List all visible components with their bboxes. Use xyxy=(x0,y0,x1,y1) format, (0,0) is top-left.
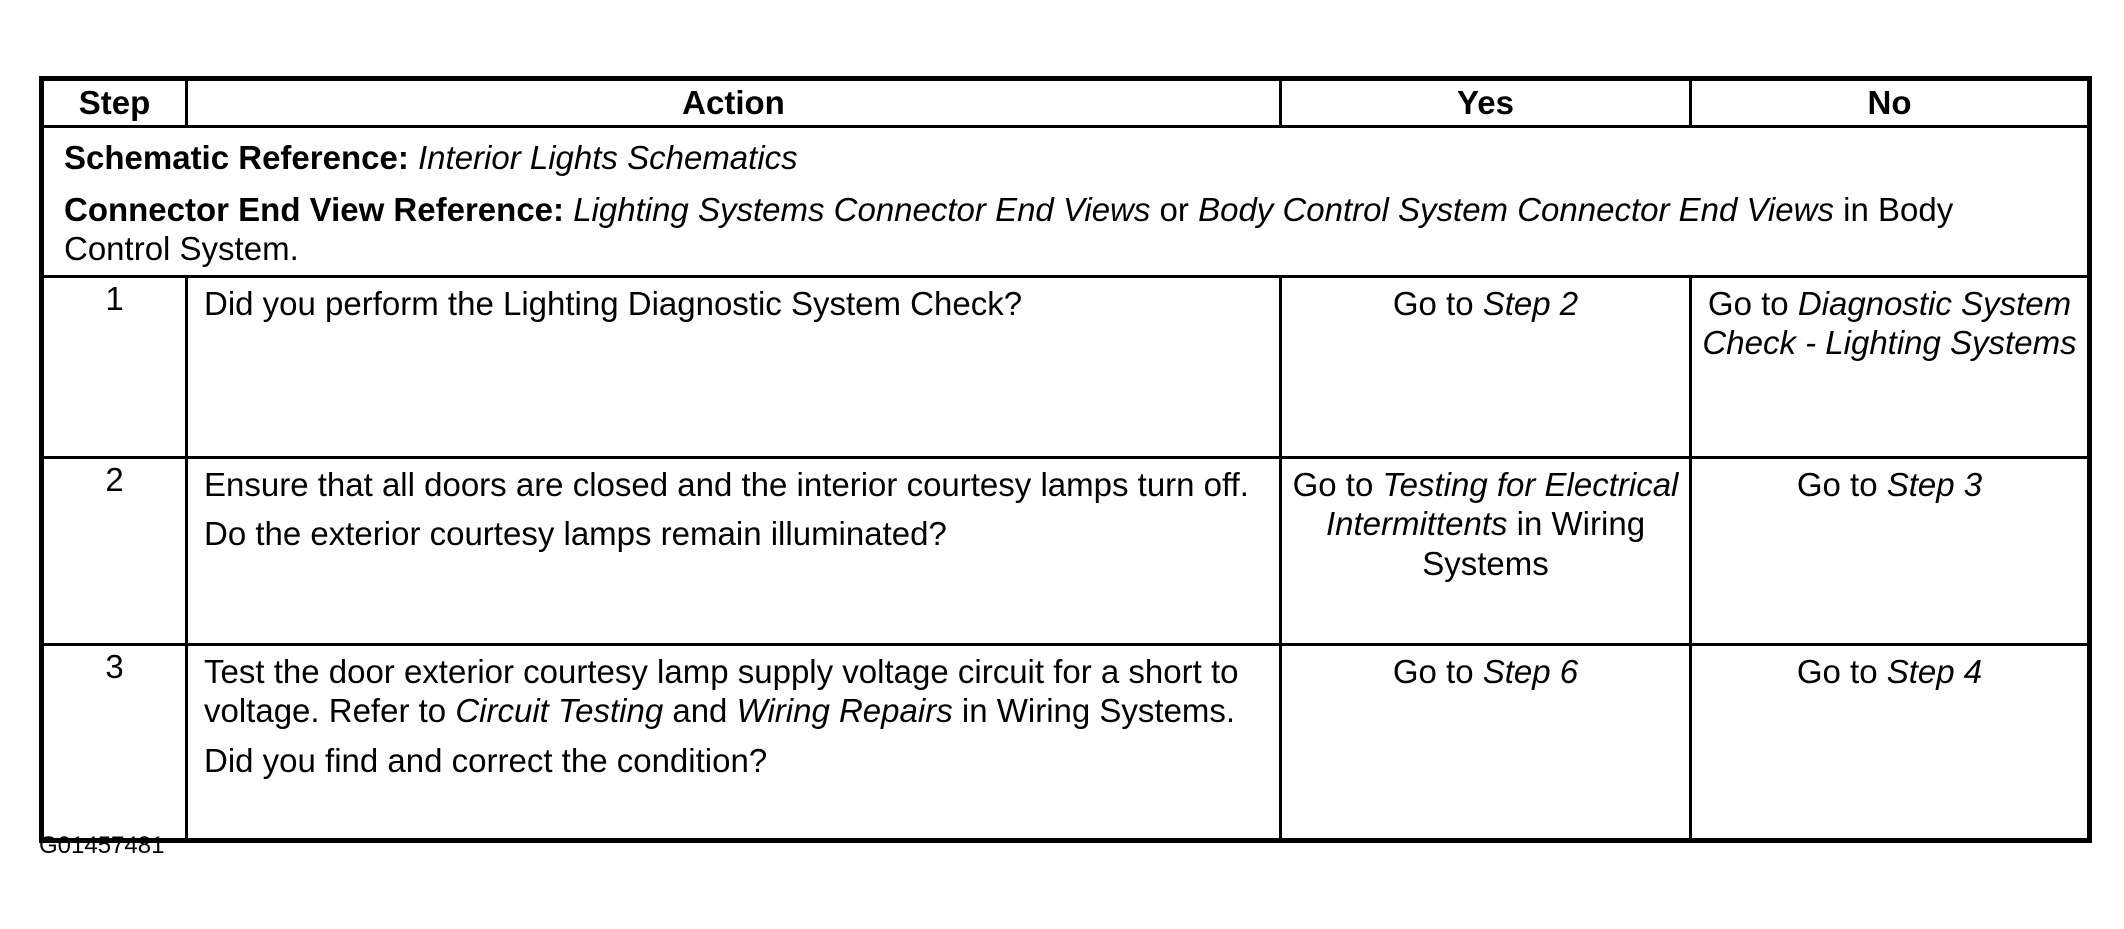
no-cell xyxy=(1691,644,2090,840)
figure-id: G01457481 xyxy=(39,832,165,859)
header-row xyxy=(42,79,2090,127)
yes-suffix: in Wiring Systems xyxy=(1422,505,1646,582)
no-cell xyxy=(1691,457,2090,644)
no-prefix: Go to xyxy=(1796,652,1887,690)
reference-row xyxy=(42,127,2090,277)
yes-cell xyxy=(1281,644,1691,840)
action-text xyxy=(204,652,1261,731)
action-text-part: Test the door exterior courtesy lamp supply voltage circuit for a short to voltage. Refer to xyxy=(204,652,1239,730)
connector-reference-label: Connector End View Reference: xyxy=(64,190,565,228)
connector-reference-suffix: in Body Control System. xyxy=(64,190,1954,268)
action-cell xyxy=(187,644,1281,840)
no-prefix: Go to xyxy=(1707,284,1798,322)
action-reference-circuit-testing: Circuit Testing xyxy=(455,692,664,730)
reference-cell xyxy=(42,127,2090,277)
step-number: 3 xyxy=(42,644,187,840)
action-text: Did you perform the Lighting Diagnostic System Check? xyxy=(204,284,1023,322)
header-yes: Yes xyxy=(1281,79,1691,127)
schematic-reference-value: Interior Lights Schematics xyxy=(418,139,798,176)
yes-prefix: Go to xyxy=(1292,465,1383,503)
header-step: Step xyxy=(42,79,187,127)
table-row xyxy=(42,276,2090,457)
action-question: Do the exterior courtesy lamps remain illuminated? xyxy=(204,515,947,553)
schematic-reference-label: Schematic Reference: xyxy=(64,139,409,176)
yes-cell xyxy=(1281,276,1691,457)
yes-reference: Step 6 xyxy=(1482,652,1579,690)
step-number: 2 xyxy=(42,457,187,644)
action-text: Ensure that all doors are closed and the interior courtesy lamps turn off. xyxy=(204,465,1249,503)
table-row xyxy=(42,457,2090,644)
connector-reference-or: or xyxy=(1150,190,1199,228)
action-cell xyxy=(187,457,1281,644)
action-question: Did you find and correct the condition? xyxy=(204,741,768,779)
connector-reference xyxy=(64,190,2067,269)
no-reference: Diagnostic System Check - Lighting Systems xyxy=(1702,284,2077,362)
action-text-suffix: in Wiring Systems. xyxy=(952,692,1236,730)
header-no: No xyxy=(1691,79,2090,127)
no-prefix: Go to xyxy=(1796,465,1887,503)
action-reference-wiring-repairs: Wiring Repairs xyxy=(736,692,953,730)
action-text-and: and xyxy=(663,692,737,730)
connector-reference-value-1: Lighting Systems Connector End Views xyxy=(573,190,1151,228)
diagnostic-table xyxy=(39,76,2092,843)
step-number: 1 xyxy=(42,276,187,457)
connector-reference-value-2: Body Control System Connector End Views xyxy=(1198,190,1834,228)
yes-prefix: Go to xyxy=(1392,284,1483,322)
header-action: Action xyxy=(187,79,1281,127)
no-reference: Step 3 xyxy=(1886,465,1983,503)
yes-reference: Step 2 xyxy=(1482,284,1579,322)
table-row xyxy=(42,644,2090,840)
no-cell xyxy=(1691,276,2090,457)
yes-prefix: Go to xyxy=(1392,652,1483,690)
yes-reference: Testing for Electrical Intermittents xyxy=(1325,465,1679,543)
action-cell xyxy=(187,276,1281,457)
no-reference: Step 4 xyxy=(1886,652,1983,690)
yes-cell xyxy=(1281,457,1691,644)
schematic-reference xyxy=(64,138,2067,178)
